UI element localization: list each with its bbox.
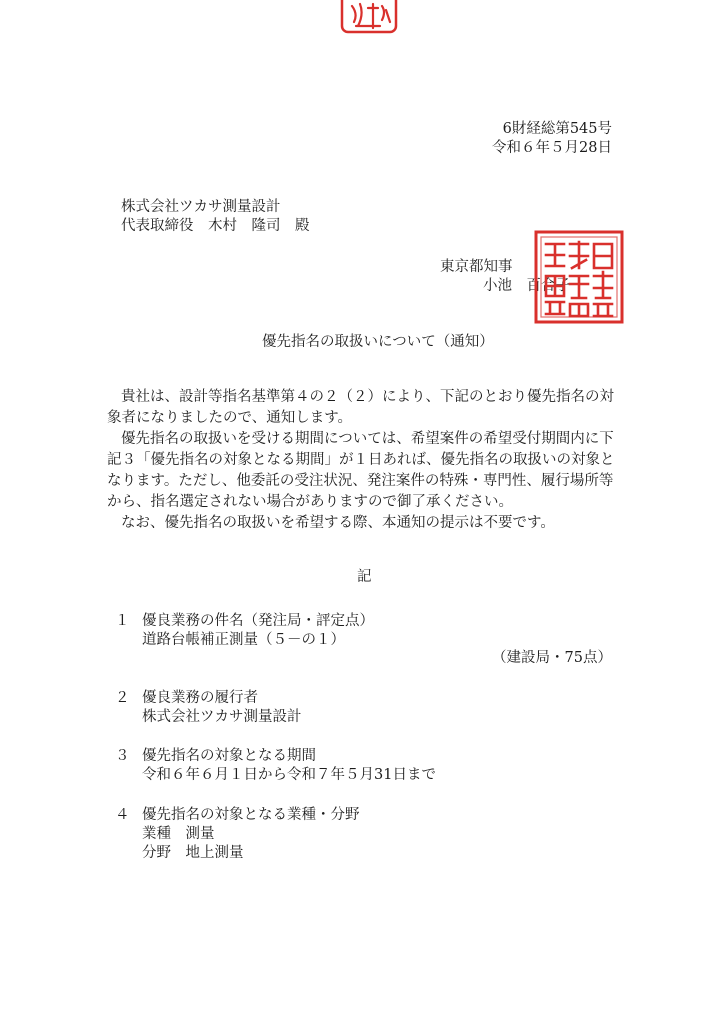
item-3-number: ３ [115, 748, 130, 764]
body-line: 優先指名の取扱いを受ける期間については、希望案件の希望受付期間内に下 [121, 431, 614, 447]
item-1-number: １ [115, 613, 130, 629]
body-line: 象者になりましたので、通知します。 [107, 410, 353, 426]
item-1-heading: 優良業務の件名（発注局・評定点） [142, 613, 374, 629]
recipient-representative: 代表取締役 木村 隆司 殿 [121, 218, 310, 234]
item-3-value: 令和６年６月１日から令和７年５月31日まで [142, 767, 436, 783]
body-line: から、指名選定されない場合がありますので御了承ください。 [107, 494, 513, 510]
recipient-company: 株式会社ツカサ測量設計 [121, 199, 281, 215]
item-2-number: ２ [115, 690, 130, 706]
item-2-heading: 優良業務の履行者 [142, 690, 258, 706]
body-line: なお、優先指名の取扱いを希望する際、本通知の提示は不要です。 [121, 515, 555, 531]
subject-title: 優先指名の取扱いについて（通知） [262, 334, 494, 350]
item-1-value: 道路台帳補正測量（５－の１） [142, 632, 345, 648]
body-line: 貴社は、設計等指名基準第４の２（２）により、下記のとおり優先指名の対 [121, 389, 614, 405]
item-3-heading: 優先指名の対象となる期間 [142, 748, 316, 764]
item-4-value: 業種 測量 [142, 826, 215, 842]
doc-date: 令和６年５月28日 [492, 140, 612, 156]
item-2-value: 株式会社ツカサ測量設計 [142, 709, 302, 725]
item-1-note: （建設局・75点） [492, 650, 612, 666]
item-4-heading: 優先指名の対象となる業種・分野 [142, 807, 360, 823]
registration-seal-icon [338, 0, 400, 36]
item-4-value: 分野 地上測量 [142, 845, 244, 861]
doc-number: 6財経総第545号 [502, 121, 612, 137]
ki-heading: 記 [357, 569, 372, 585]
body-line: なります。ただし、他委託の受注状況、発注案件の特殊・専門性、履行場所等 [107, 473, 614, 489]
sender-name: 小池 百合子 [483, 278, 570, 294]
governor-official-seal-icon [532, 228, 626, 328]
body-line: 記３「優先指名の対象となる期間」が１日あれば、優先指名の取扱いの対象と [107, 452, 615, 468]
item-4-number: ４ [115, 807, 130, 823]
sender-title: 東京都知事 [440, 259, 513, 275]
